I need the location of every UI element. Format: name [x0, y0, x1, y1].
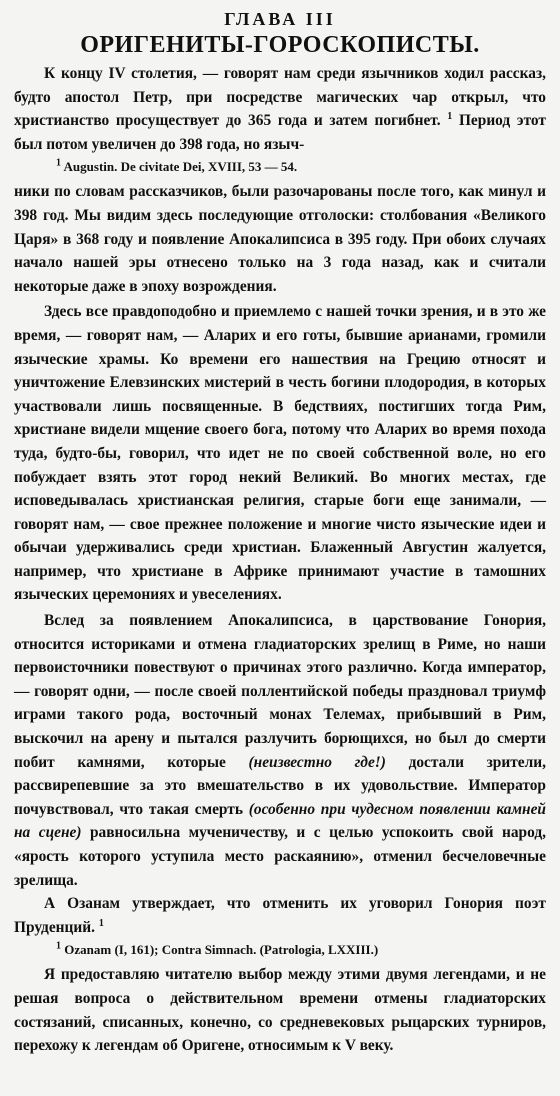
paragraph-4-text: А Озанам утверждает, что отменить их уговорил Гонория поэт Пруденций.: [14, 895, 546, 936]
footnote-2-text: Ozanam (I, 161); Contra Simnach. (Patrologia, LXXIII.): [64, 942, 379, 958]
footnote-1-mark: 1: [56, 158, 61, 170]
paragraph-3-text-a: Вслед за появлением Апокалипсиса, в царствование Гонория, относится историками и отмена гладиаторских зрелищ в Риме, но наши первоисточники повествуют о причинах этого различно. Когда император, — говорят одни, — после своей поллентийской победы праздновал триумф играми такого рода, восточный монах Телемах, прибывший в Рим, выскочил на арену и пытался разлучить борющихся, но был до смерти побит камнями, которые: [14, 612, 546, 771]
footnote-2: [14, 940, 546, 960]
chapter-title: ОРИГЕНИТЫ-ГОРОСКОПИСТЫ.: [80, 32, 480, 58]
footnote-ref-1: 1: [447, 111, 453, 123]
paragraph-1-text: К концу IV столетия, — говорят нам среди язычников ходил рассказ, будто апостол Петр, при посредстве магических чар открыл, что христианство просуществует до 365 года и затем погибнет.: [14, 65, 546, 130]
paragraph-3-text-b: достали зрители, рассвирепевшие за это вмешательство в их удовольствие. Император почувствовал, что такая смерть: [14, 753, 546, 818]
chapter-number: ГЛАВА III: [224, 9, 336, 29]
paragraph-1-tail: Период этот был потом увеличен до 398 года, но языч-: [14, 112, 546, 153]
paragraph-1-continued: ники по словам рассказчиков, были разочарованы после того, как минул и 398 год. Мы видим здесь последующие отголоски: столбования «Великого Царя» в 368 году и появление Апокалипсиса в 395 году. При обоих случаях начало нашей эры отнесено только на 3 года назад, как и считали некоторые даже в эпоху возрождения.: [14, 183, 546, 295]
footnote-1-text: Augustin. De civitate Dei, XVIII, 53 — 54.: [63, 159, 298, 175]
footnote-1: [14, 157, 546, 177]
paragraph-3-text-c: равносильна мученичеству, и с целью успокоить свой народ, «ярость которого уступила место раскаянию», отменил бесчеловечные зрелища.: [14, 824, 546, 889]
footnote-2-mark: 1: [56, 941, 61, 953]
footnote-ref-2: 1: [98, 917, 104, 929]
paragraph-3-italic-2: (особенно при чудесном появлении камней на сцене): [14, 800, 546, 842]
paragraph-5: Я предоставляю читателю выбор между этими двумя легендами, и не решая вопроса о действительном времени отмены гладиаторских состязаний, списанных, конечно, со средневековых рыцарских турниров, перехожу к легендам об Оригене, относимым к V веку.: [14, 966, 546, 1055]
paragraph-1: [14, 62, 546, 156]
paragraph-3: [14, 609, 546, 892]
paragraph-4: [14, 892, 546, 939]
paragraph-2: Здесь все правдоподобно и приемлемо с нашей точки зрения, и в это же время, — говорят нам, — Аларих и его готы, бывшие арианами, громили языческие храмы. Ко времени его нашествия на Грецию относят и уничтожение Елевзинских мистерий в честь богини плодородия, в которых участвовали лишь посвященные. В бедствиях, постигших тогда Рим, христиане видели мщение своего бога, потому что Аларих во время похода туда, будто-бы, говорил, что идет не по своей собственной воле, но его побуждает взять этот город некий Великий. Во многих местах, где исповедывалась христианская религия, старые боги еще занимали, — говорят нам, — свое прежнее положение и многие чисто языческие идеи и обычаи удерживались среди христиан. Блаженный Августин жалуется, например, что христиане в Африке принимают участие в тамошних языческих церемониях и увеселениях.: [14, 303, 546, 604]
paragraph-3-italic-1: (неизвестно где!): [248, 753, 386, 771]
